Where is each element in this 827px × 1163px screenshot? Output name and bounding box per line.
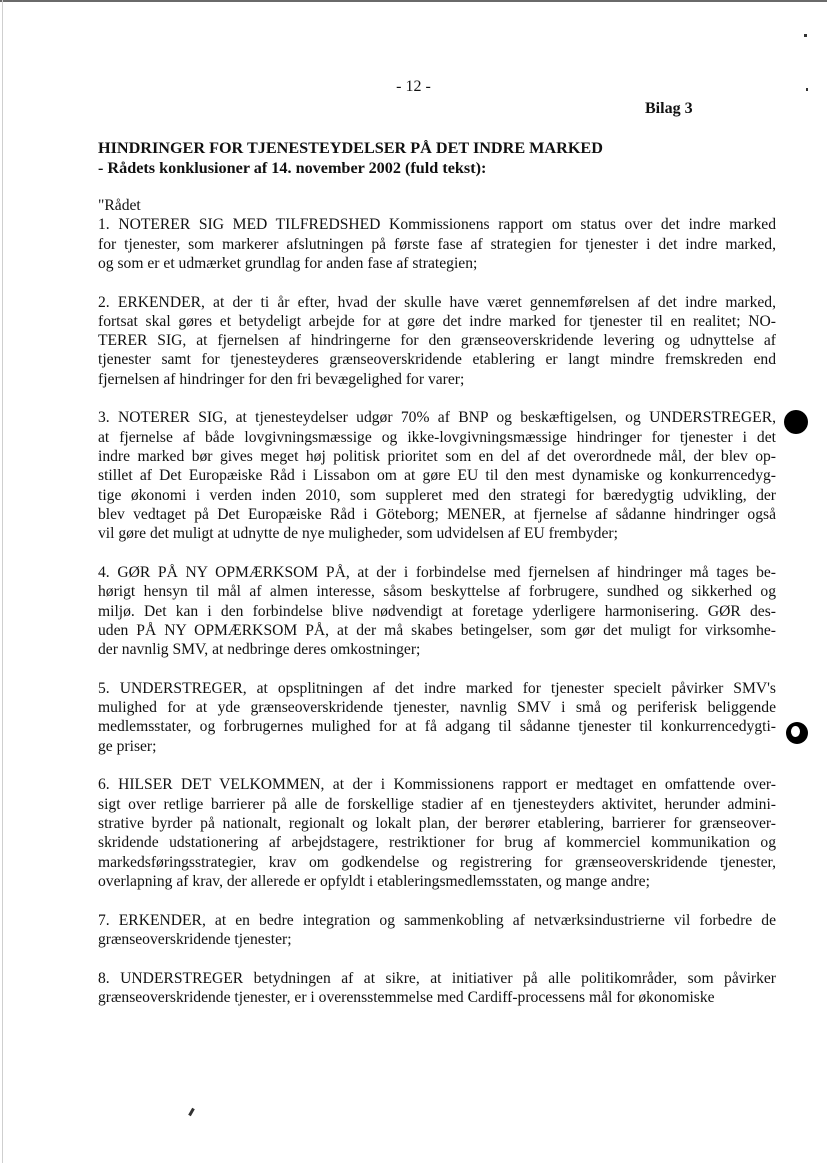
paragraph-line: for tjenester, som markerer afslutningen på første fase af strategien for tjenester i det indre marked, — [98, 235, 776, 253]
opening-line: "Rådet — [98, 197, 141, 214]
paragraph-line: uden PÅ NY OPMÆRKSOM PÅ, at der må skabes betingelser, som gør det muligt for virksomhe- — [98, 621, 776, 639]
scan-speck — [188, 1108, 195, 1116]
numbered-paragraph — [98, 679, 776, 756]
paragraph-line: blev vedtaget på Det Europæiske Råd i Göteborg; MENER, at fjernelse af sådanne hindringer også — [98, 505, 776, 523]
paragraph-line: overlapning af krav, der allerede er opfyldt i etableringsmedlemsstaten, og mange andre; — [98, 872, 650, 890]
numbered-paragraph — [98, 215, 776, 273]
numbered-paragraph — [98, 911, 776, 950]
scan-top-border — [0, 0, 827, 2]
heading-subtitle: - Rådets konklusioner af 14. november 2002 (fuld tekst): — [98, 159, 487, 177]
document-body — [98, 196, 776, 1027]
paragraph-line: strative byrder på nationalt, regionalt og lokalt plan, der berører etablering, barrierer for grænseover- — [98, 814, 776, 832]
paragraph-line: stillet af Det Europæiske Råd i Lissabon om at gøre EU til den mest dynamiske og konkurrencedyg- — [98, 467, 776, 485]
page-number: - 12 - — [396, 78, 431, 95]
paragraph-line: grænseoverskridende tjenester; — [98, 930, 292, 948]
paragraph-line: TERER SIG, at fjernelsen af hindringerne for den grænseoverskridende levering og udnyttelse af — [98, 332, 776, 350]
scan-speck — [804, 34, 807, 37]
document-heading — [98, 138, 778, 178]
paragraph-line: og som er et udmærket grundlag for anden fase af strategien; — [98, 254, 478, 272]
annex-label: Bilag 3 — [645, 100, 693, 117]
paragraph-line: 8. UNDERSTREGER betydningen af at sikre, at initiativer på alle politikområder, som påvirker — [98, 969, 776, 987]
numbered-paragraph — [98, 408, 776, 543]
paragraph-line: 4. GØR PÅ NY OPMÆRKSOM PÅ, at der i forbindelse med fjernelsen af hindringer må tages be- — [98, 563, 776, 581]
paragraph-line: mulighed for at yde grænseoverskridende tjenester, navnlig SMV i små og periferisk beliggende — [98, 699, 776, 717]
paragraph-line: vil gøre det muligt at udnytte de nye muligheder, som udvidelsen af EU frembyder; — [98, 525, 618, 543]
paragraph-line: 6. HILSER DET VELKOMMEN, at der i Kommissionens rapport er medtaget en omfattende over- — [98, 776, 776, 794]
paragraph-line: tige økonomi i verden inden 2010, som suppleret med den strategi for bæredygtig udvikling, der — [98, 486, 776, 504]
paragraph-line: sigt over retlige barrierer på alle de forskellige stadier af en tjenesteyders aktivitet, herunder admini- — [98, 795, 776, 813]
paragraph-line: miljø. Det kan i den forbindelse blive nødvendigt at foretage yderligere harmonisering. GØR des- — [98, 602, 776, 620]
paragraph-line: 5. UNDERSTREGER, at opsplitningen af det indre marked for tjenester specielt påvirker SMV's — [98, 679, 776, 697]
paragraph-line: 1. NOTERER SIG MED TILFREDSHED Kommissionens rapport om status over det indre marked — [98, 216, 776, 234]
paragraph-line: skridende udstationering af arbejdstagere, restriktioner for brug af kommerciel kommunikation og — [98, 834, 776, 852]
paragraph-line: markedsføringsstrategier, krav om godkendelse og registrering for grænseoverskridende tjenester, — [98, 853, 776, 871]
numbered-paragraph — [98, 563, 776, 659]
paragraph-list — [98, 215, 776, 1007]
paragraph-line: indre marked bør gives meget høj politisk prioritet som en del af det overordnede mål, der blev op- — [98, 448, 776, 466]
punch-hole-mark — [784, 410, 808, 434]
scan-left-edge — [2, 0, 3, 1163]
paragraph-line: tjenester samt for tjenesteyderes grænseoverskridende etablering er langt mindre fremskreden end — [98, 351, 776, 369]
scan-speck — [806, 88, 808, 91]
paragraph-line: hørigt hensyn til mål af almen interesse, såsom beskyttelse af forbrugere, sundhed og sikkerhed og — [98, 583, 776, 601]
numbered-paragraph — [98, 969, 776, 1008]
paragraph-line: grænseoverskridende tjenester, er i overensstemmelse med Cardiff-processens mål for økonomiske — [98, 988, 715, 1006]
numbered-paragraph — [98, 293, 776, 389]
paragraph-line: fortsat skal gøres et betydeligt arbejde for at gøre det indre marked for tjenester til en realitet; NO- — [98, 312, 776, 330]
paragraph-line: 3. NOTERER SIG, at tjenesteydelser udgør 70% af BNP og beskæftigelsen, og UNDERSTREGER, — [98, 409, 776, 427]
paragraph-line: medlemsstater, og forbrugernes mulighed for at få adgang til sådanne tjenester til konkurrencedygti- — [98, 718, 776, 736]
heading-title: HINDRINGER FOR TJENESTEYDELSER PÅ DET INDRE MARKED — [98, 139, 603, 157]
punch-hole-mark — [786, 722, 808, 744]
paragraph-line: ge priser; — [98, 737, 157, 755]
paragraph-line: 2. ERKENDER, at der ti år efter, hvad der skulle have været gennemførelsen af det indre marked, — [98, 293, 776, 311]
paragraph-line: fjernelsen af hindringer for den fri bevægelighed for varer; — [98, 370, 465, 388]
paragraph-line: 7. ERKENDER, at en bedre integration og sammenkobling af netværksindustrierne vil forbedre de — [98, 911, 776, 929]
paragraph-line: der navnlig SMV, at nedbringe deres omkostninger; — [98, 641, 421, 659]
paragraph-line: at fjernelse af både lovgivningsmæssige og ikke-lovgivningsmæssige hindringer for tjenester i det — [98, 428, 776, 446]
numbered-paragraph — [98, 775, 776, 891]
